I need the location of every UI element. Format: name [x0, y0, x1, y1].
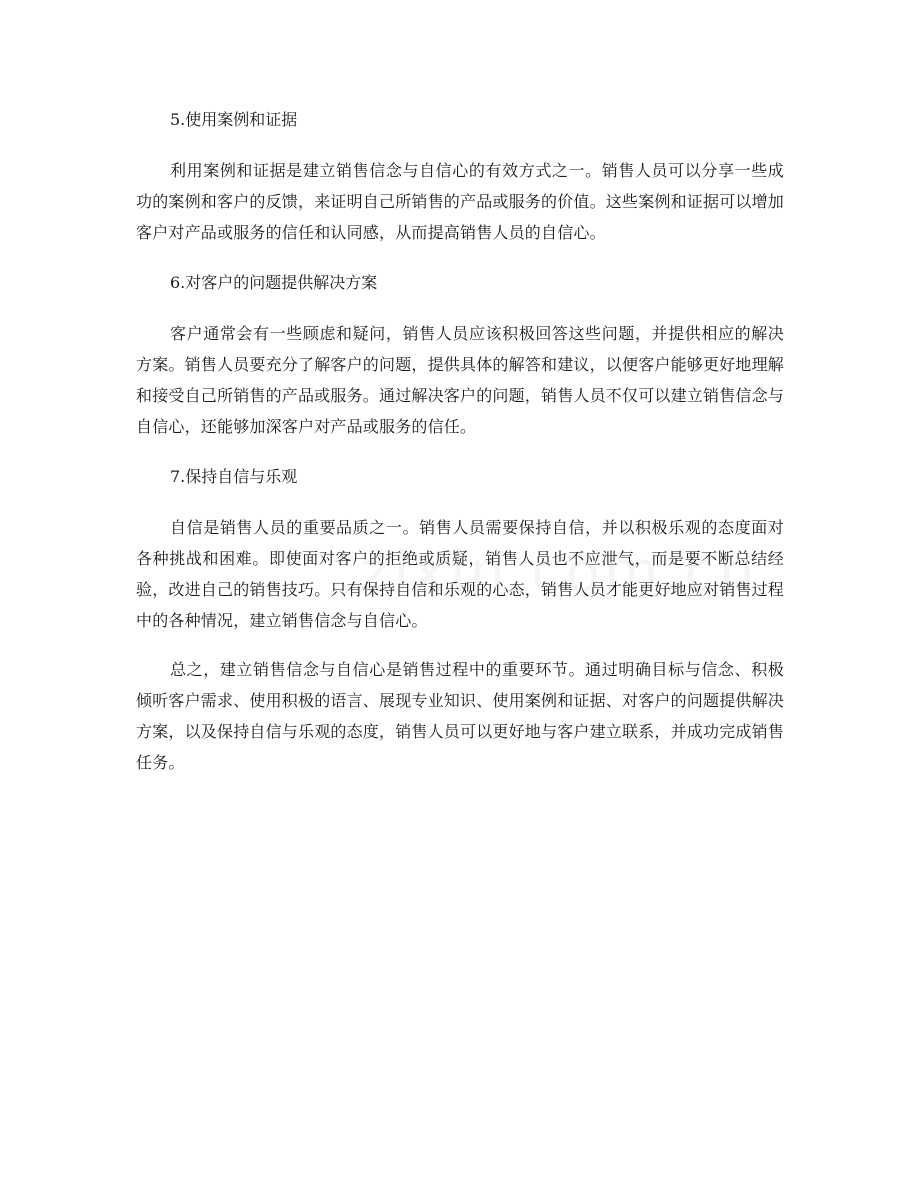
section-paragraph: 自信是销售人员的重要品质之一。销售人员需要保持自信，并以积极乐观的态度面对各种挑战和困难。即使面对客户的拒绝或质疑，销售人员也不应泄气，而是要不断总结经验，改进自己的销售技巧。只有保持自信和乐观的心态，销售人员才能更好地应对销售过程中的各种情况，建立销售信念与自信心。: [136, 518, 785, 630]
section-heading: 5.使用案例和证据: [170, 110, 298, 129]
section-heading: 7.保持自信与乐观: [170, 467, 298, 486]
section-6: [136, 266, 784, 442]
section-paragraph: 客户通常会有一些顾虑和疑问，销售人员应该积极回答这些问题，并提供相应的解决方案。销售人员要充分了解客户的问题，提供具体的解答和建议，以便客户能够更好地理解和接受自己所销售的产品或服务。通过解决客户的问题，销售人员不仅可以建立销售信念与自信心，还能够加深客户对产品或服务的信任。: [136, 324, 785, 436]
section-paragraph: 利用案例和证据是建立销售信念与自信心的有效方式之一。销售人员可以分享一些成功的案例和客户的反馈，来证明自己所销售的产品或服务的价值。这些案例和证据可以增加客户对产品或服务的信任和认同感，从而提高销售人员的自信心。: [136, 161, 785, 242]
conclusion-paragraph: 总之，建立销售信念与自信心是销售过程中的重要环节。通过明确目标与信念、积极倾听客户需求、使用积极的语言、展现专业知识、使用案例和证据、对客户的问题提供解决方案，以及保持自信与乐观的态度，销售人员可以更好地与客户建立联系，并成功完成销售任务。: [136, 660, 785, 772]
document-body: [136, 103, 784, 796]
section-heading: 6.对客户的问题提供解决方案: [170, 273, 378, 292]
section-5: [136, 103, 784, 248]
section-7: [136, 460, 784, 778]
